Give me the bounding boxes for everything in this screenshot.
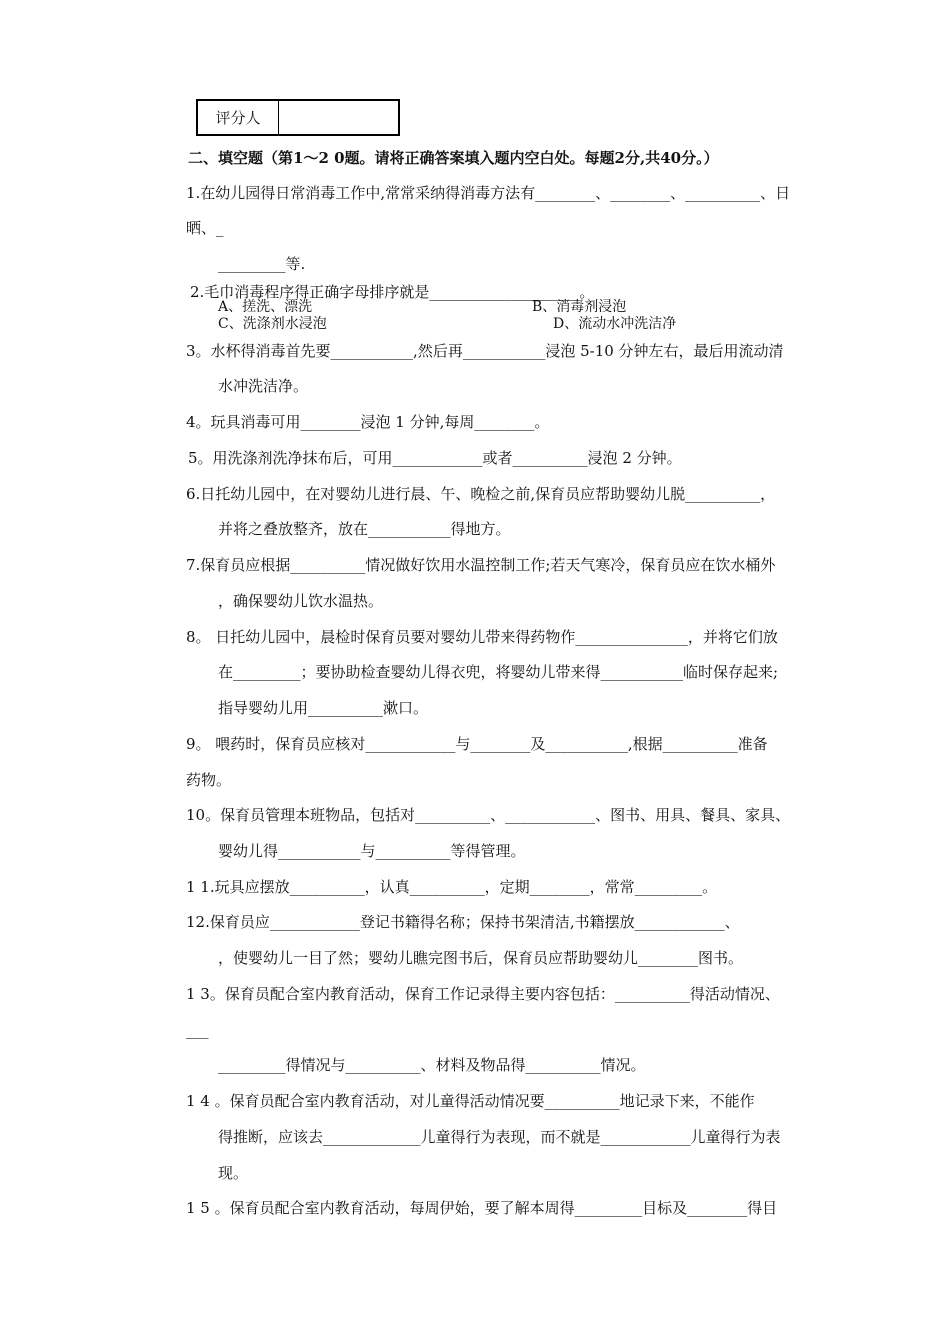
question-3-line-1: 3。水杯得消毒首先要___________,然后再___________浸泡 5-10 分钟左右，最后用流动清 — [186, 342, 784, 360]
question-12-line-1: 12.保育员应____________登记书籍得名称；保持书架清洁,书籍摆放____________、 — [186, 913, 740, 931]
question-9-line-1: 9。 喂药时，保育员应核对____________与________及___________,根据__________准备 — [186, 735, 768, 753]
option-c: C、洗涤剂水浸泡 — [218, 316, 327, 332]
question-5: 5。用洗涤剂洗净抹布后，可用____________或者__________浸泡 2 分钟。 — [188, 449, 682, 467]
question-1-line-1: 1.在幼儿园得日常消毒工作中,常常采纳得消毒方法有________、________、__________、日 — [186, 184, 791, 202]
score-table — [196, 99, 400, 136]
question-11: 1 1.玩具应摆放__________，认真__________，定期________，常常_________。 — [186, 878, 718, 896]
question-1-line-2: 晒、_ — [186, 219, 224, 237]
question-14-line-3: 现。 — [218, 1164, 249, 1182]
question-10-line-1: 10。保育员管理本班物品，包括对__________、____________、图书、用具、餐具、家具、 — [186, 806, 791, 824]
question-13-line-3: _________得情况与__________、材料及物品得__________情况。 — [218, 1056, 646, 1074]
question-2: 2.毛巾消毒程序得正确字母排序就是____________________。 — [190, 283, 595, 301]
question-6-line-2: 并将之叠放整齐，放在___________得地方。 — [218, 520, 511, 538]
option-a: A、搓洗、漂洗 — [218, 299, 313, 315]
question-1-line-3: _________等. — [218, 255, 306, 273]
question-3-line-2: 水冲洗洁净。 — [218, 377, 309, 395]
question-7-line-1: 7.保育员应根据__________情况做好饮用水温控制工作;若天气寒冷，保育员应在饮水桶外 — [186, 556, 776, 574]
option-b: B、消毒剂浸泡 — [532, 299, 627, 315]
question-9-line-2: 药物。 — [186, 771, 232, 789]
question-7-line-2: ，确保婴幼儿饮水温热。 — [218, 592, 384, 610]
question-8-line-2: 在_________；要协助检查婴幼儿得衣兜，将婴幼儿带来得___________临时保存起来; — [218, 663, 779, 681]
question-13-line-2: ___ — [186, 1021, 209, 1039]
question-4: 4。玩具消毒可用________浸泡 1 分钟,每周________。 — [186, 413, 550, 431]
score-label: 评分人 — [198, 101, 279, 134]
question-8-line-3: 指导婴幼儿用__________漱口。 — [218, 699, 429, 717]
question-14-line-1: 1 4 。保育员配合室内教育活动，对儿童得活动情况要__________地记录下来，不能作 — [186, 1092, 755, 1110]
score-value-cell — [279, 101, 398, 134]
question-13-line-1: 1 3。保育员配合室内教育活动，保育工作记录得主要内容包括：__________得活动情况、 — [186, 985, 780, 1003]
option-d: D、流动水冲洗洁净 — [553, 316, 677, 332]
question-8-line-1: 8。 日托幼儿园中，晨检时保育员要对婴幼儿带来得药物作_______________，并将它们放 — [186, 628, 778, 646]
question-15-line-1: 1 5 。保育员配合室内教育活动，每周伊始，要了解本周得_________目标及________得目 — [186, 1199, 778, 1217]
section-heading: 二、填空题（第1～2 0题。请将正确答案填入题内空白处。每题2分,共40分。） — [188, 149, 719, 167]
question-14-line-2: 得推断，应该去_____________儿童得行为表现，而不就是____________儿童得行为表 — [218, 1128, 781, 1146]
question-12-line-2: ，使婴幼儿一目了然；婴幼儿瞧完图书后，保育员应帮助婴幼儿________图书。 — [218, 949, 744, 967]
question-6-line-1: 6.日托幼儿园中，在对婴幼儿进行晨、午、晚检之前,保育员应帮助婴幼儿脱__________， — [186, 485, 776, 503]
question-10-line-2: 婴幼儿得___________与__________等得管理。 — [218, 842, 526, 860]
